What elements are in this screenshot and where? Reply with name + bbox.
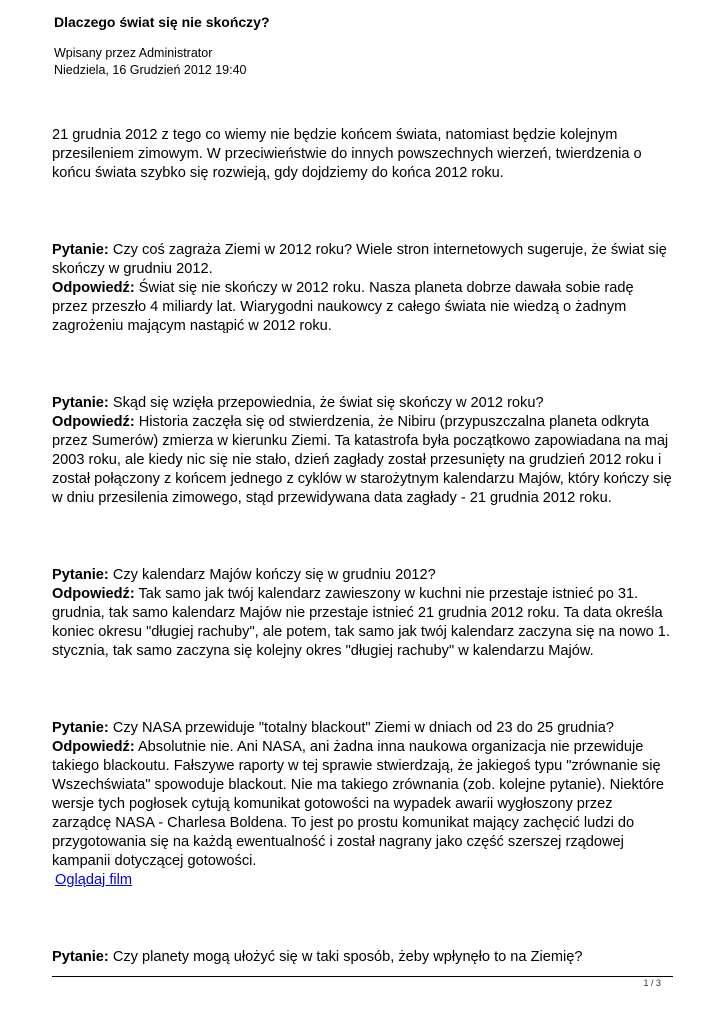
answer-label: Odpowiedź: [52, 414, 135, 430]
question-paragraph [52, 394, 672, 413]
author-line: Wpisany przez Administrator [54, 46, 213, 60]
date-line: Niedziela, 16 Grudzień 2012 19:40 [54, 63, 247, 77]
question-label: Pytanie: [52, 720, 109, 736]
question-paragraph [52, 241, 672, 279]
answer-paragraph [52, 413, 672, 508]
qa-block-5 [52, 948, 672, 967]
intro-paragraph: 21 grudnia 2012 z tego co wiemy nie będzie końcem świata, natomiast będzie kolejnym przesileniem zimowym. W przeciwieństwie do innych powszechnych wierzeń, twierdzenia o końcu świata szybko się rozwieją, gdy dojdziemy do końca 2012 roku. [52, 127, 642, 181]
answer-text: Świat się nie skończy w 2012 roku. Nasza planeta dobrze dawała sobie radę przez przeszło 4 miliardy lat. Wiarygodni naukowcy z całego świata nie wiedzą o żadnym zagrożeniu mającym nastąpić w 2012 roku. [52, 280, 634, 334]
footer-divider [52, 976, 673, 977]
qa-block-4 [52, 719, 672, 890]
page-number: 1 / 3 [643, 978, 661, 988]
question-text: Czy NASA przewiduje "totalny blackout" Ziemi w dniach od 23 do 25 grudnia? [112, 720, 614, 736]
article-meta [54, 45, 247, 79]
question-paragraph [52, 948, 672, 967]
answer-text: Historia zaczęła się od stwierdzenia, że Nibiru (przypuszczalna planeta odkryta przez Sumerów) zmierza w kierunku Ziemi. Ta katastrofa była początkowo zapowiadana na maj 2003 roku, ale kiedy nic się nie stało, dzień zagłady został przesunięty na grudzień 2012 roku i został połączony z końcem jednego z cyklów w starożytnym kalendarzu Majów, który kończy się w dniu przesilenia zimowego, stąd przewidywana data zagłady - 21 grudnia 2012 roku. [52, 414, 672, 506]
qa-block-3 [52, 566, 672, 661]
question-text: Skąd się wzięła przepowiednia, że świat się skończy w 2012 roku? [112, 395, 544, 411]
answer-text: Tak samo jak twój kalendarz zawieszony w kuchni nie przestaje istnieć po 31. grudnia, tak samo kalendarz Majów nie przestaje istnieć 21 grudnia 2012 roku. Ta data określa koniec okresu "długiej rachuby", ale potem, tak samo jak twój kalendarz zaczyna się na nowo 1. stycznia, tak samo zaczyna się kolejny okres "długiej rachuby" w kalendarzu Majów. [52, 586, 670, 659]
answer-label: Odpowiedź: [52, 739, 135, 755]
watch-film-link[interactable]: Oglądaj film [55, 872, 133, 888]
answer-text: Absolutnie nie. Ani NASA, ani żadna inna naukowa organizacja nie przewiduje takiego blackoutu. Fałszywe raporty w tej sprawie stwierdzają, że jakiegoś typu "zrównanie się Wszechświata" spowoduje blackout. Nie ma takiego zrównania (zob. kolejne pytanie). Niektóre wersje tych pogłosek cytują komunikat gotowości na wypadek awarii wygłoszony przez zarządcę NASA - Charlesa Boldena. To jest po prostu komunikat mający zachęcić ludzi do przygotowania się na każdą ewentualność i został nagrany jako część szerszej rządowej kampanii dotyczącej gotowości. [52, 739, 664, 869]
video-link-paragraph [52, 871, 672, 890]
question-paragraph [52, 566, 672, 585]
qa-block-2 [52, 394, 672, 508]
answer-label: Odpowiedź: [52, 280, 135, 296]
article-title: Dlaczego świat się nie skończy? [54, 14, 270, 30]
question-label: Pytanie: [52, 395, 109, 411]
question-label: Pytanie: [52, 949, 109, 965]
article-body [52, 126, 672, 967]
answer-label: Odpowiedź: [52, 586, 135, 602]
answer-paragraph [52, 738, 672, 871]
question-label: Pytanie: [52, 242, 109, 258]
question-text: Czy coś zagraża Ziemi w 2012 roku? Wiele stron internetowych sugeruje, że świat się skończy w grudniu 2012. [52, 242, 667, 277]
answer-paragraph [52, 279, 672, 336]
question-label: Pytanie: [52, 567, 109, 583]
question-text: Czy kalendarz Majów kończy się w grudniu 2012? [112, 567, 436, 583]
qa-block-1 [52, 241, 672, 336]
question-text: Czy planety mogą ułożyć się w taki sposób, żeby wpłynęło to na Ziemię? [112, 949, 583, 965]
question-paragraph [52, 719, 672, 738]
answer-paragraph [52, 585, 672, 661]
